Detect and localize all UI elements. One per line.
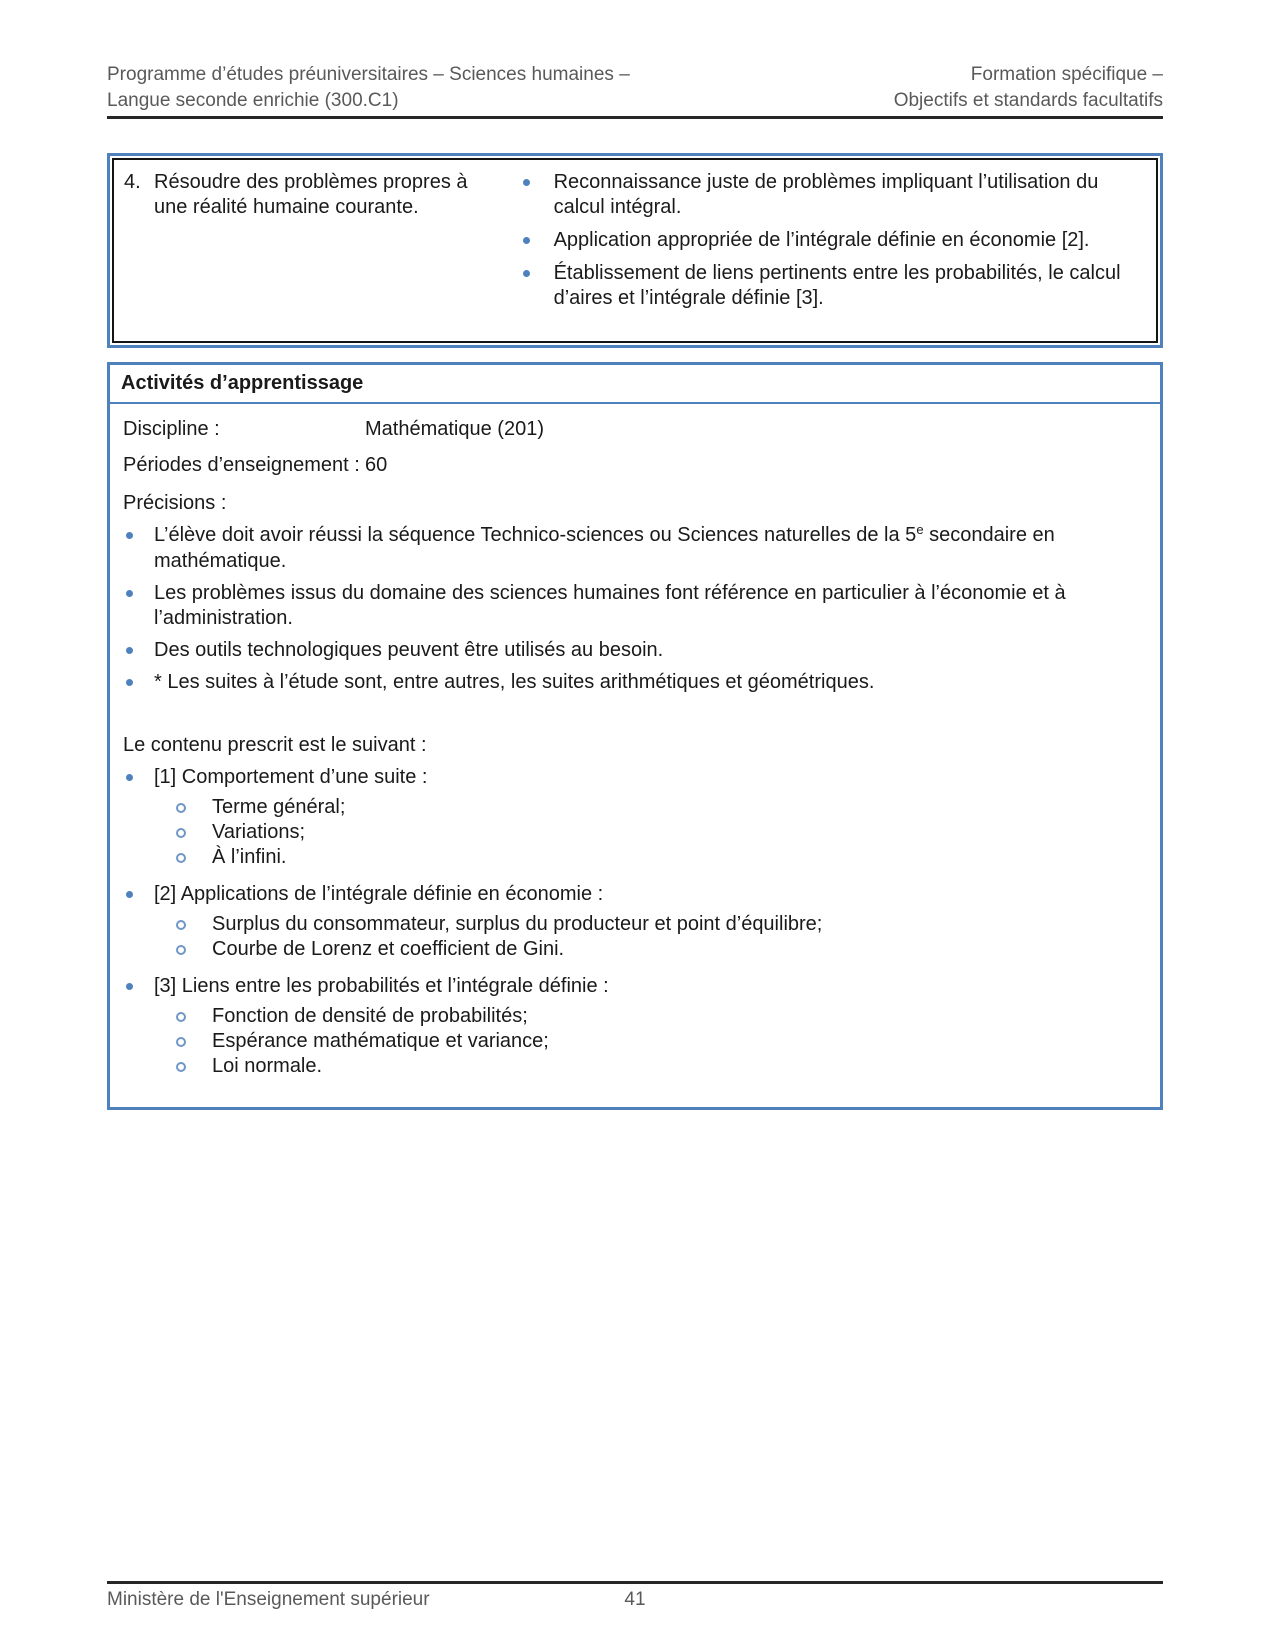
discipline-value: Mathématique (201) [365, 418, 544, 440]
objective-standards-inner [112, 158, 1158, 343]
list-item [123, 974, 1144, 1084]
bullet-icon [126, 679, 133, 686]
list-item [123, 581, 1144, 631]
objective-cell [124, 170, 523, 319]
objective-text: Résoudre des problèmes propres à une réalité humaine courante. [154, 171, 468, 218]
precision-text [154, 523, 1144, 574]
sub-item-text: Loi normale. [212, 1055, 323, 1077]
list-item [154, 820, 1144, 845]
standard-text: Reconnaissance juste de problèmes impliquant l’utilisation du calcul intégral. [553, 171, 1099, 218]
section-title: Activités d’apprentissage [110, 365, 1160, 404]
periods-label: Périodes d’enseignement : [123, 454, 360, 476]
list-item [154, 1004, 1144, 1029]
standards-cell [523, 170, 1146, 319]
bullet-icon [126, 891, 133, 898]
circle-bullet-icon [176, 1037, 186, 1047]
list-item [154, 1054, 1144, 1079]
content-item-label: [3] Liens entre les probabilités et l’intégrale définie : [154, 975, 609, 997]
content-item-label: [1] Comportement d’une suite : [154, 766, 428, 788]
standard-text: Établissement de liens pertinents entre les probabilités, le calcul d’aires et l’intégrale définie [3]. [553, 262, 1121, 309]
page-header [107, 62, 1163, 114]
content-item-label: [2] Applications de l’intégrale définie en économie : [154, 883, 604, 905]
precision-text-part: secondaire en mathématique. [154, 524, 1055, 572]
list-item [154, 1029, 1144, 1054]
precision-text-part: L’élève doit avoir réussi la séquence Technico-sciences ou Sciences naturelles de la 5 [154, 524, 917, 546]
list-item [154, 845, 1144, 870]
prescribed-content-list [123, 765, 1144, 1084]
header-left-line1: Programme d’études préuniversitaires – Sciences humaines – [107, 64, 630, 85]
learning-activities-box [107, 362, 1163, 1110]
content-item [154, 974, 1144, 1084]
list-item [123, 523, 1144, 574]
list-item [523, 261, 1146, 311]
list-item [123, 882, 1144, 967]
circle-bullet-icon [176, 853, 186, 863]
discipline-row [123, 417, 1144, 442]
header-left-block [107, 62, 630, 114]
list-item [154, 912, 1144, 937]
header-right-block [894, 62, 1163, 114]
bullet-icon [126, 590, 133, 597]
sub-item-text: Variations; [212, 821, 306, 843]
header-left-line2: Langue seconde enrichie (300.C1) [107, 90, 399, 111]
circle-bullet-icon [176, 920, 186, 930]
header-right-line1: Formation spécifique – [970, 64, 1163, 85]
bullet-icon [523, 179, 530, 186]
page-number: 41 [624, 1589, 646, 1610]
bullet-icon [126, 774, 133, 781]
sub-item-text: Courbe de Lorenz et coefficient de Gini. [212, 938, 565, 960]
standards-list [523, 170, 1146, 311]
precision-text: * Les suites à l’étude sont, entre autres, les suites arithmétiques et géométriques. [154, 671, 875, 693]
circle-bullet-icon [176, 1012, 186, 1022]
bullet-icon [523, 237, 530, 244]
list-item [154, 937, 1144, 962]
content-item [154, 882, 1144, 967]
circle-bullet-icon [176, 945, 186, 955]
standard-text: Application appropriée de l’intégrale définie en économie [2]. [553, 229, 1090, 251]
bullet-icon [126, 532, 133, 539]
circle-bullet-icon [176, 828, 186, 838]
superscript: e [916, 522, 924, 537]
list-item [523, 228, 1146, 253]
content-sub-list [154, 795, 1144, 870]
precision-text: Les problèmes issus du domaine des sciences humaines font référence en particulier à l’économie et à l’administration. [154, 582, 1066, 629]
list-item [123, 670, 1144, 695]
prescribed-content-intro: Le contenu prescrit est le suivant : [123, 734, 427, 756]
bullet-icon [523, 270, 530, 277]
precision-text: Des outils technologiques peuvent être utilisés au besoin. [154, 639, 664, 661]
bullet-icon [126, 983, 133, 990]
circle-bullet-icon [176, 803, 186, 813]
footer-row [107, 1588, 1163, 1612]
sub-item-text: À l’infini. [212, 846, 287, 868]
precisions-list [123, 523, 1144, 695]
objective-number: 4. [124, 171, 141, 193]
list-item [123, 765, 1144, 875]
header-right-line2: Objectifs et standards facultatifs [893, 90, 1163, 111]
sub-item-text: Terme général; [212, 796, 346, 818]
list-item [123, 638, 1144, 663]
precisions-heading: Précisions : [123, 492, 227, 514]
list-item [154, 795, 1144, 820]
page-footer [107, 1581, 1163, 1612]
bullet-icon [126, 647, 133, 654]
objective-standards-box [107, 153, 1163, 348]
content-sub-list [154, 912, 1144, 962]
sub-item-text: Surplus du consommateur, surplus du producteur et point d’équilibre; [212, 913, 823, 935]
periods-value: 60 [365, 454, 388, 476]
content-sub-list [154, 1004, 1144, 1079]
list-item [523, 170, 1146, 220]
sub-item-text: Espérance mathématique et variance; [212, 1030, 549, 1052]
header-divider [107, 116, 1163, 119]
footer-divider [107, 1581, 1163, 1584]
footer-ministry: Ministère de l'Enseignement supérieur [107, 1589, 430, 1610]
circle-bullet-icon [176, 1062, 186, 1072]
content-item [154, 765, 1144, 875]
learning-activities-body [110, 404, 1160, 1107]
sub-item-text: Fonction de densité de probabilités; [212, 1005, 528, 1027]
periods-row [123, 453, 1144, 478]
discipline-label: Discipline : [123, 418, 220, 440]
